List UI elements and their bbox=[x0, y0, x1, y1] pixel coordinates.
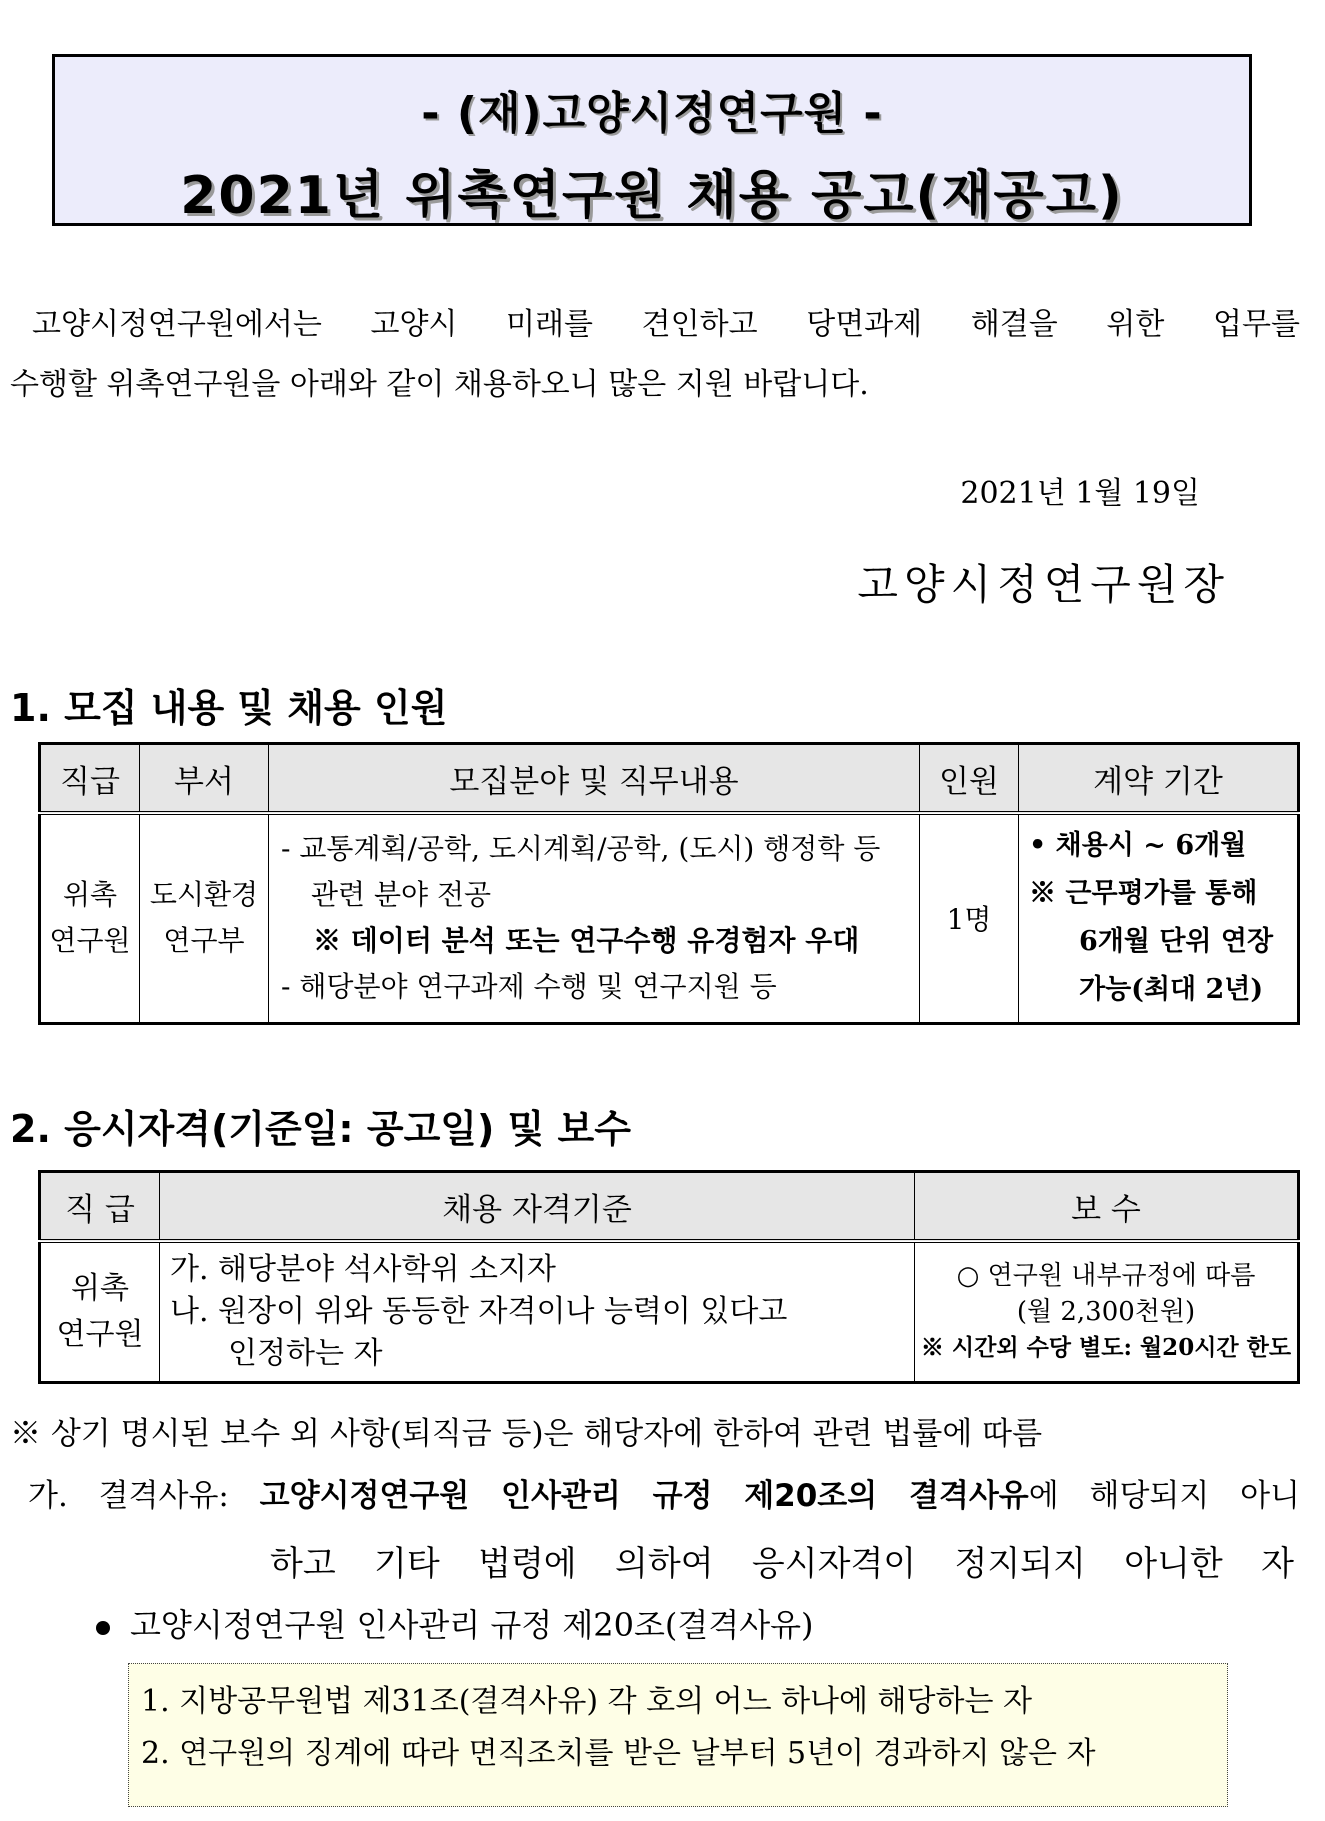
col-duties: 모집분야 및 직무내용 bbox=[269, 744, 920, 814]
dept-line-1: 도시환경 bbox=[149, 878, 259, 912]
criteria-1: 가. 해당분야 석사학위 소지자 bbox=[170, 1252, 556, 1287]
col-pay: 보 수 bbox=[915, 1172, 1299, 1242]
disqualification-line-2: 하고 기타 법령에 의하여 응시자격이 정지되지 아니한 자 bbox=[270, 1544, 1294, 1584]
pay-footnote: ※ 상기 명시된 보수 외 사항(퇴직금 등)은 해당자에 한하여 관련 법률에 따름 bbox=[10, 1416, 1043, 1452]
disqualification-line-1 bbox=[28, 1470, 1300, 1515]
rank-line-1: 위촉 bbox=[71, 1271, 129, 1306]
disqualification-label: 가. 결격사유: bbox=[28, 1478, 229, 1514]
title-org: - (재)고양시정연구원 - bbox=[421, 88, 883, 139]
bullet-icon bbox=[96, 1621, 110, 1635]
overtime-note: ※ 시간외 수당 별도: 월20시간 한도 bbox=[920, 1334, 1292, 1361]
table-header-row bbox=[40, 1172, 1299, 1242]
rule-item-2: 2. 연구원의 징계에 따라 면직조치를 받은 날부터 5년이 경과하지 않은 자 bbox=[141, 1736, 1096, 1771]
col-dept: 부서 bbox=[140, 744, 269, 814]
criteria-2-cont: 인정하는 자 bbox=[228, 1336, 383, 1371]
intro-line-2: 수행할 위촉연구원을 아래와 같이 채용하오니 많은 지원 바랍니다. bbox=[10, 367, 869, 402]
period-line-3: 6개월 단위 연장 bbox=[1079, 926, 1274, 958]
disqualification-rules-box bbox=[128, 1663, 1228, 1807]
rule-item-1: 1. 지방공무원법 제31조(결격사유) 각 호의 어느 하나에 해당하는 자 bbox=[141, 1684, 1032, 1719]
period-line-1: • 채용시 ~ 6개월 bbox=[1029, 830, 1247, 862]
disqualification-rule-ref: 고양시정연구원 인사관리 규정 제20조의 결격사유 bbox=[259, 1478, 1029, 1514]
col-criteria: 채용 자격기준 bbox=[160, 1172, 915, 1242]
pay-cell bbox=[915, 1241, 1299, 1383]
duty-1-cont: 관련 분야 전공 bbox=[311, 878, 492, 912]
duty-1: - 교통계획/공학, 도시계획/공학, (도시) 행정학 등 bbox=[281, 832, 881, 866]
dept-cell bbox=[140, 813, 269, 1023]
table-row bbox=[40, 1241, 1299, 1383]
rule-bullet bbox=[96, 1600, 814, 1646]
duties-cell bbox=[269, 813, 920, 1023]
intro-line-1: 고양시정연구원에서는 고양시 미래를 견인하고 당면과제 해결을 위한 업무를 bbox=[32, 307, 1300, 342]
rule-bullet-text: 고양시정연구원 인사관리 규정 제20조(결격사유) bbox=[130, 1606, 814, 1644]
pay-line-1: ○ 연구원 내부규정에 따름 bbox=[956, 1261, 1256, 1291]
rank-line-2: 연구원 bbox=[56, 1317, 144, 1352]
period-line-4: 가능(최대 2년) bbox=[1079, 974, 1264, 1006]
col-period: 계약 기간 bbox=[1019, 744, 1299, 814]
criteria-2: 나. 원장이 위와 동등한 자격이나 능력이 있다고 bbox=[170, 1294, 788, 1329]
col-rank: 직급 bbox=[40, 744, 140, 814]
criteria-cell bbox=[160, 1241, 915, 1383]
headcount-cell: 1명 bbox=[920, 813, 1019, 1023]
pay-line-2: (월 2,300천원) bbox=[1016, 1297, 1196, 1327]
dept-line-2: 연구부 bbox=[163, 924, 245, 958]
qualification-table bbox=[38, 1170, 1300, 1384]
duty-preference-note: ※ 데이터 분석 또는 연구수행 유경험자 우대 bbox=[313, 924, 860, 958]
rank-cell bbox=[40, 813, 140, 1023]
section-2-heading: 2. 응시자격(기준일: 공고일) 및 보수 bbox=[10, 1107, 631, 1151]
rank-line-1: 위촉 bbox=[62, 878, 118, 912]
rank-line-2: 연구원 bbox=[49, 924, 131, 958]
table-header-row bbox=[40, 744, 1299, 814]
period-cell bbox=[1019, 813, 1299, 1023]
org-head-signature: 고양시정연구원장 bbox=[857, 560, 1230, 609]
section-1-heading: 1. 모집 내용 및 채용 인원 bbox=[10, 686, 448, 730]
table-row bbox=[40, 813, 1299, 1023]
col-rank: 직 급 bbox=[40, 1172, 160, 1242]
rank-cell bbox=[40, 1241, 160, 1383]
title-box bbox=[52, 54, 1252, 226]
period-line-2: ※ 근무평가를 통해 bbox=[1029, 878, 1258, 910]
duty-2: - 해당분야 연구과제 수행 및 연구지원 등 bbox=[281, 970, 777, 1004]
recruitment-table bbox=[38, 742, 1300, 1025]
page-title: 2021년 위촉연구원 채용 공고(재공고) bbox=[180, 166, 1124, 226]
disqualification-tail: 에 해당되지 아니 bbox=[1028, 1478, 1300, 1514]
intro-paragraph bbox=[10, 295, 1300, 415]
col-count: 인원 bbox=[920, 744, 1019, 814]
notice-date: 2021년 1월 19일 bbox=[960, 476, 1200, 511]
